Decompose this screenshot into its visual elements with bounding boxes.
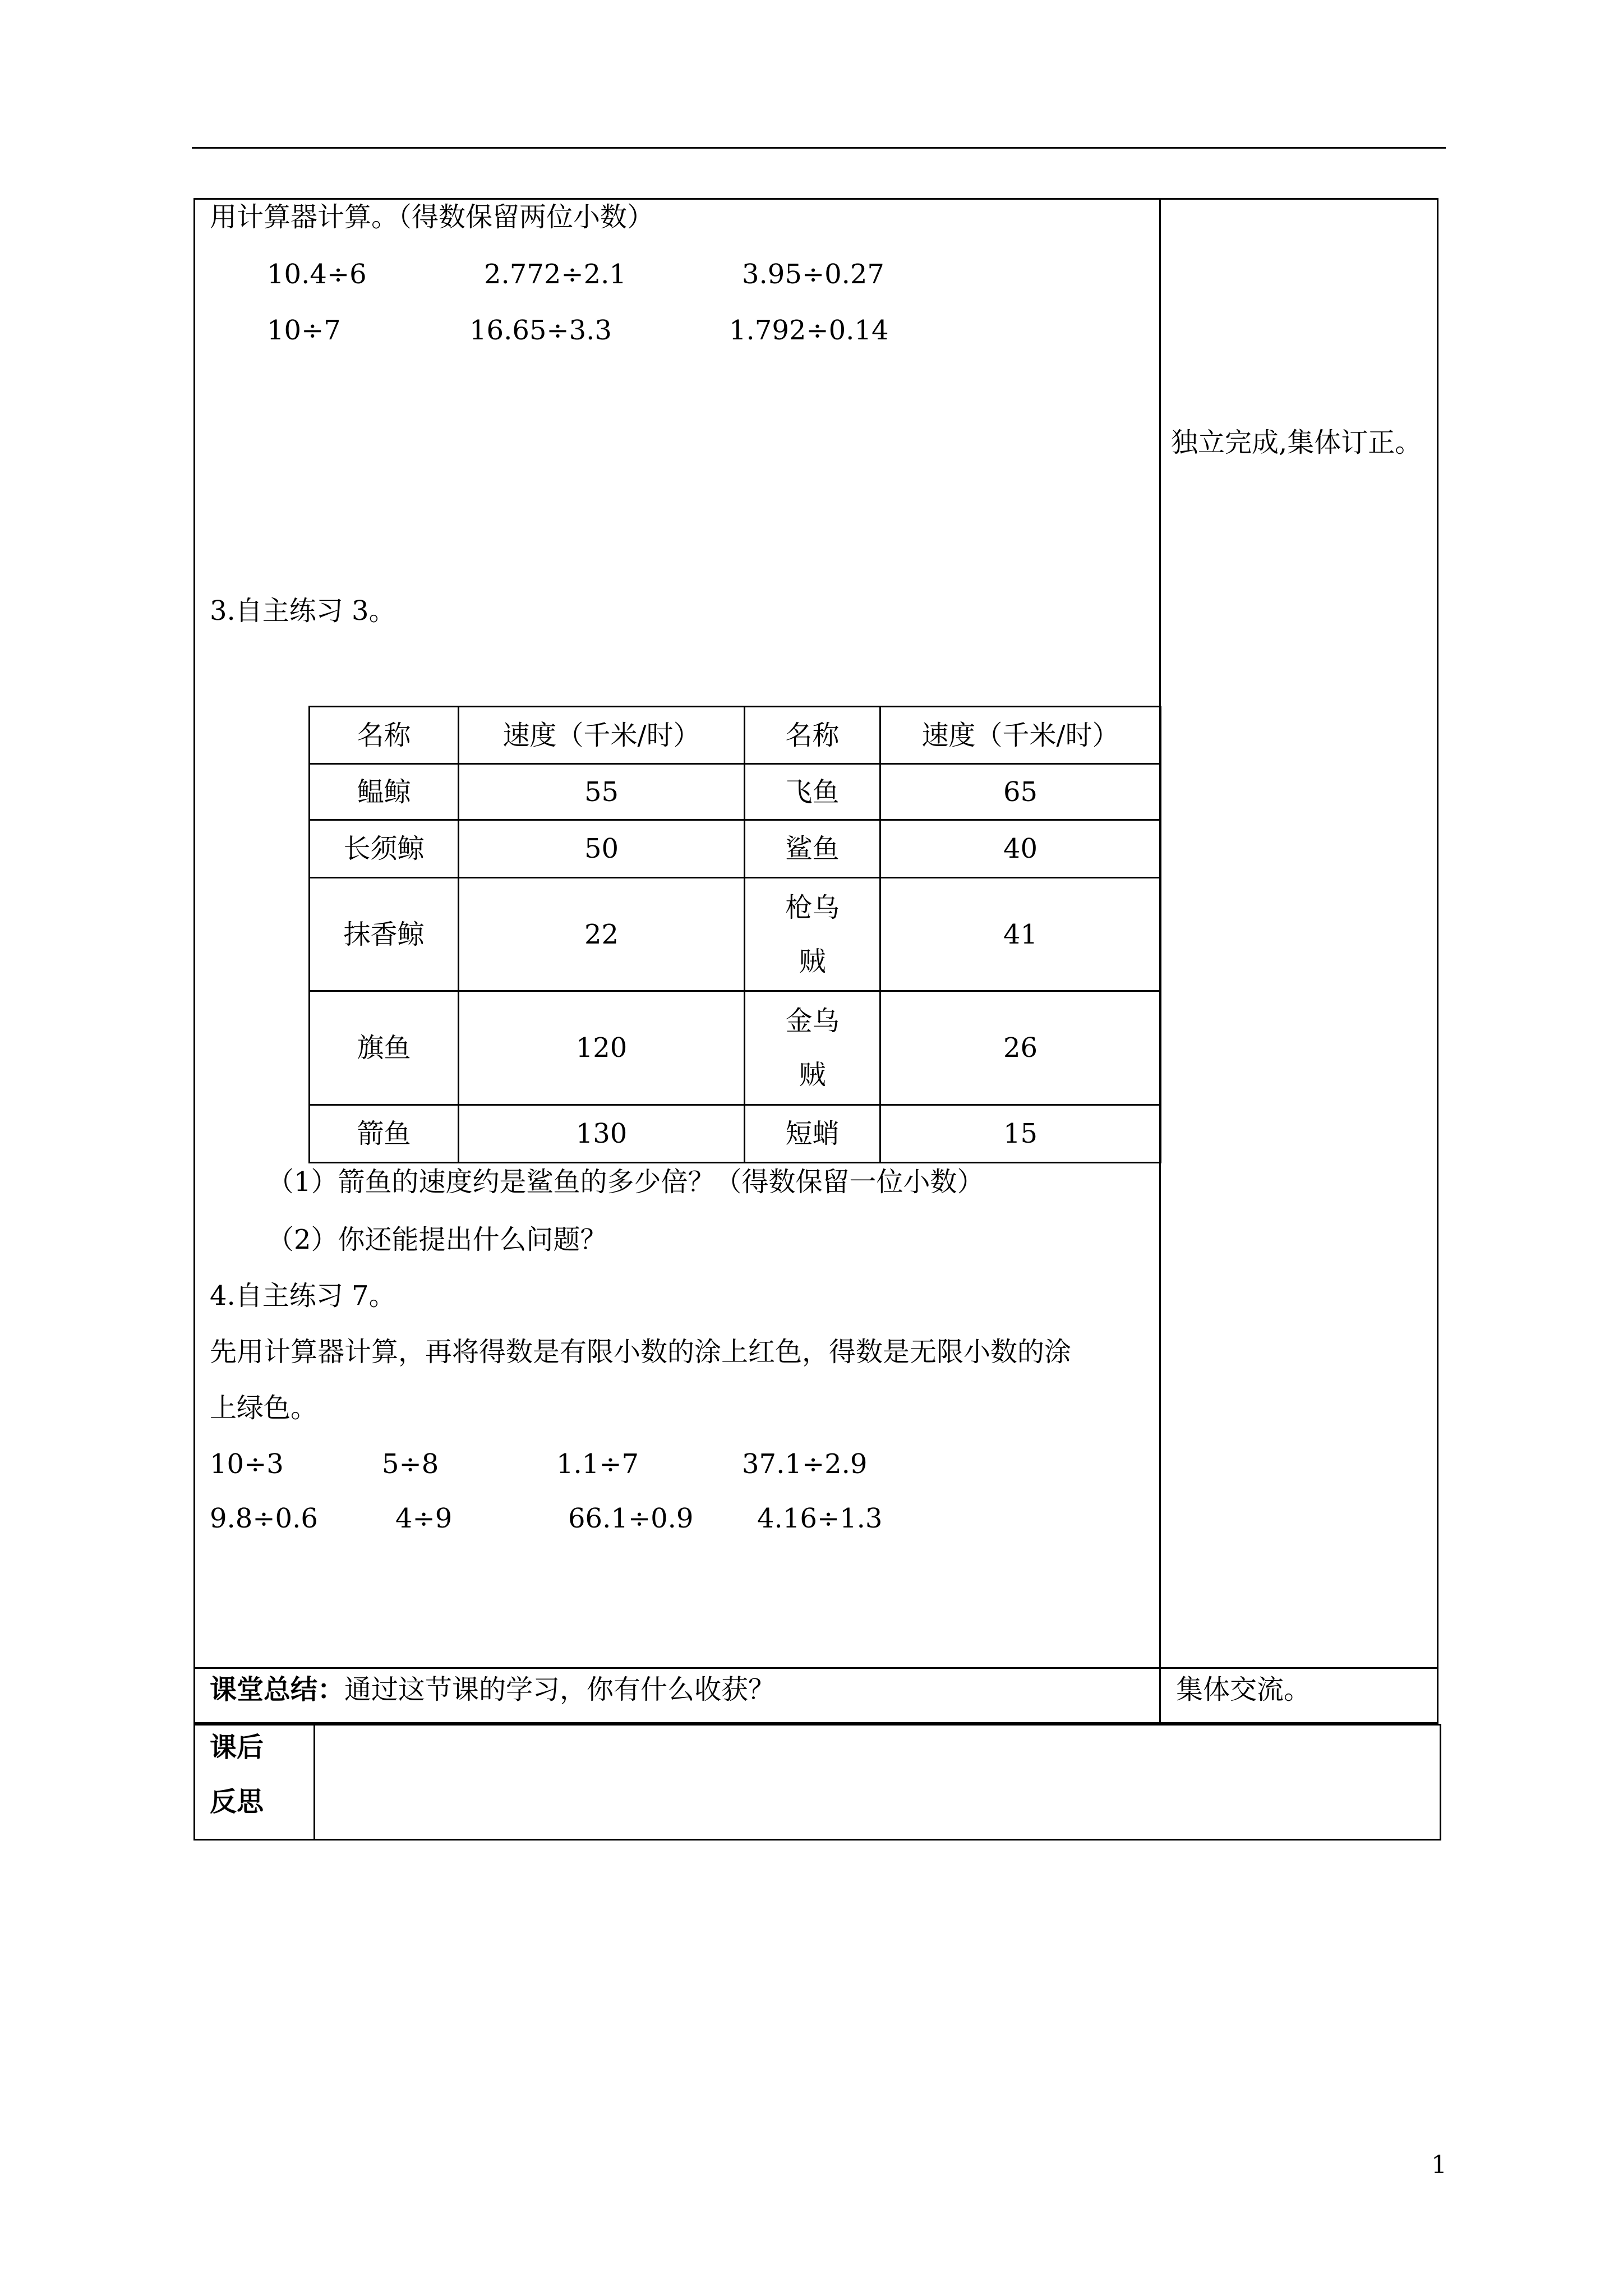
exercise-instruction-line: 先用计算器计算，再将得数是有限小数的涂上红色，得数是无限小数的涂 <box>210 1336 1072 1368</box>
expression: 3.95÷0.27 <box>742 259 884 290</box>
animal-name: 鲨鱼 <box>785 833 840 864</box>
animal-name: 枪乌贼 <box>785 891 840 977</box>
expression: 66.1÷0.9 <box>568 1503 694 1534</box>
reflection-label: 反思 <box>210 1786 264 1818</box>
table-row <box>310 991 1161 1105</box>
animal-name: 长须鲸 <box>310 820 459 878</box>
exercise-instruction-line: 上绿色。 <box>210 1392 318 1424</box>
exercise-heading: 3.自主练习 3。 <box>210 595 396 627</box>
table-row <box>310 820 1161 878</box>
class-summary <box>210 1674 775 1705</box>
expression: 5÷8 <box>382 1448 439 1480</box>
page-number: 1 <box>1431 2151 1447 2179</box>
expression: 10.4÷6 <box>267 259 367 290</box>
table-row <box>310 1105 1161 1163</box>
animal-name: 飞鱼 <box>785 776 840 808</box>
question-2: （2）你还能提出什么问题？ <box>267 1224 607 1255</box>
reflection-label: 课后 <box>210 1732 264 1763</box>
expression: 10÷7 <box>267 315 341 346</box>
animal-speed: 130 <box>459 1105 745 1163</box>
header-rule <box>192 147 1446 149</box>
animal-speed: 55 <box>459 764 745 820</box>
animal-name: 旗鱼 <box>310 991 459 1105</box>
column-header-speed: 速度（千米/时） <box>880 707 1161 764</box>
question-1: （1）箭鱼的速度约是鲨鱼的多少倍？（得数保留一位小数） <box>267 1166 984 1198</box>
column-header-speed: 速度（千米/时） <box>459 707 745 764</box>
animal-speed: 50 <box>459 820 745 878</box>
animal-name-cell <box>745 991 880 1105</box>
summary-note: 集体交流。 <box>1176 1674 1311 1705</box>
speed-table <box>308 706 1161 1163</box>
class-summary-text: 通过这节课的学习，你有什么收获？ <box>344 1674 776 1705</box>
class-summary-label: 课堂总结： <box>210 1674 345 1705</box>
animal-name-cell <box>745 764 880 820</box>
expression: 4÷9 <box>395 1503 453 1534</box>
animal-speed: 120 <box>459 991 745 1105</box>
reflection-table-divider <box>313 1724 315 1841</box>
expression: 4.16÷1.3 <box>757 1503 883 1534</box>
reflection-table <box>193 1724 1441 1841</box>
expression: 16.65÷3.3 <box>469 315 612 346</box>
animal-speed: 26 <box>880 991 1161 1105</box>
animal-name: 鳁鲸 <box>310 764 459 820</box>
animal-speed: 41 <box>880 878 1161 991</box>
animal-name-cell <box>745 820 880 878</box>
column-header-name: 名称 <box>745 707 880 764</box>
animal-speed: 65 <box>880 764 1161 820</box>
animal-speed: 40 <box>880 820 1161 878</box>
teacher-note: 独立完成,集体订正。 <box>1171 427 1422 458</box>
animal-speed: 22 <box>459 878 745 991</box>
speed-table-header-row <box>310 707 1161 764</box>
lesson-table-row-divider <box>193 1667 1438 1669</box>
expression: 1.792÷0.14 <box>729 315 889 346</box>
animal-name-cell <box>745 878 880 991</box>
expression: 10÷3 <box>210 1448 284 1480</box>
animal-speed: 15 <box>880 1105 1161 1163</box>
table-row <box>310 878 1161 991</box>
expression: 2.772÷2.1 <box>484 259 626 290</box>
expression: 1.1÷7 <box>556 1448 639 1480</box>
animal-name: 抹香鲸 <box>310 878 459 991</box>
animal-name-cell <box>745 1105 880 1163</box>
exercise-heading: 4.自主练习 7。 <box>210 1280 396 1312</box>
animal-name: 短蛸 <box>785 1118 840 1149</box>
practice-instruction: 用计算器计算。（得数保留两位小数） <box>210 201 654 233</box>
animal-name: 箭鱼 <box>310 1105 459 1163</box>
table-row <box>310 764 1161 820</box>
expression: 37.1÷2.9 <box>742 1448 868 1480</box>
expression: 9.8÷0.6 <box>210 1503 318 1534</box>
animal-name: 金乌贼 <box>785 1005 840 1091</box>
column-header-name: 名称 <box>310 707 459 764</box>
